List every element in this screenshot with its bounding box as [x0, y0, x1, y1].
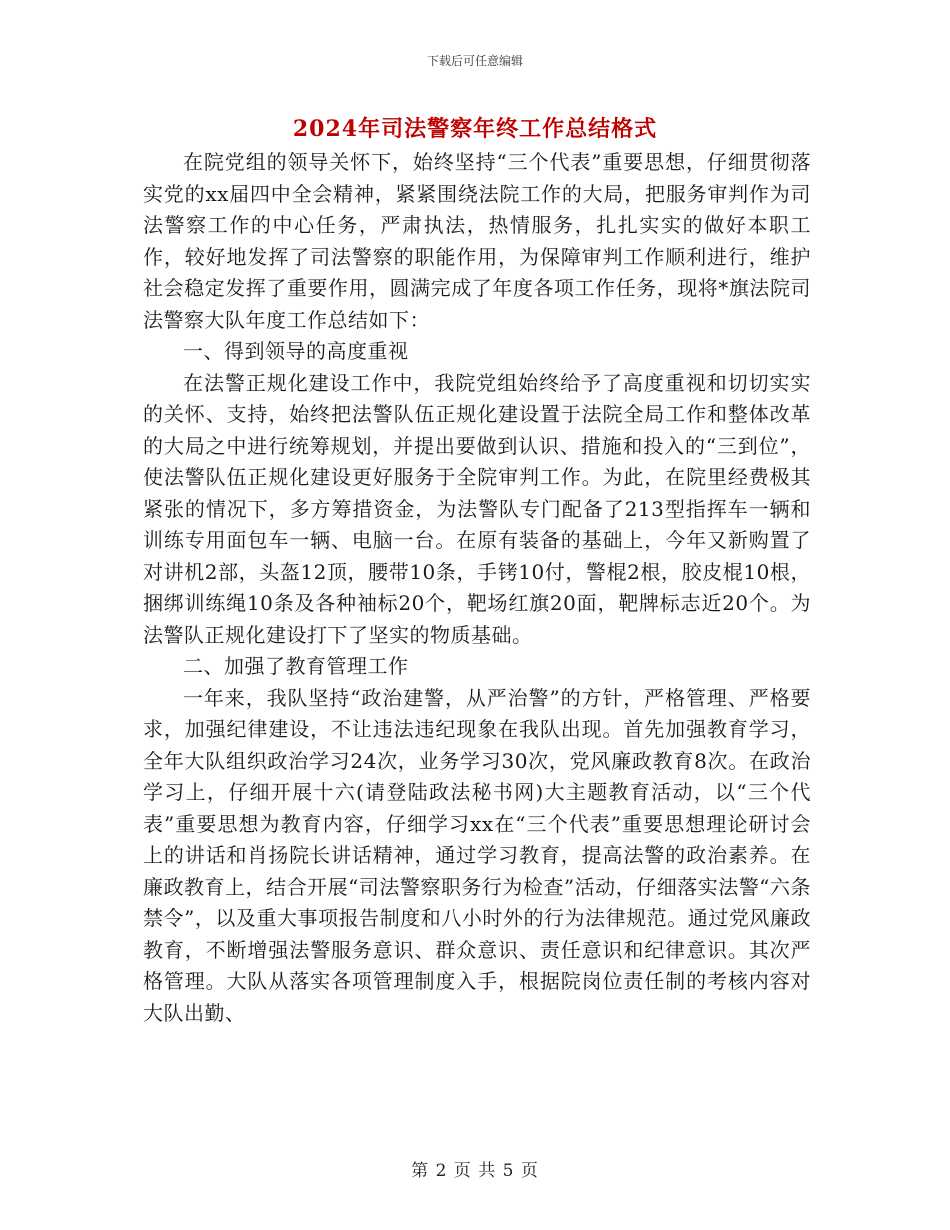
section-heading-2: 二、加强了教育管理工作	[183, 654, 409, 678]
paragraph-section-1: 在法警正规化建设工作中，我院党组始终给予了高度重视和切切实实的关怀、支持，始终把法警队伍正规化建设置于法院全局工作和整体改革的大局之中进行统筹规划，并提出要做到认识、措施和投入的“三到位”，使法警队伍正规化建设更好服务于全院审判工作。为此，在院里经费极其紧张的情况下，多方筹措资金，为法警队专门配备了213型指挥车一辆和训练专用面包车一辆、电脑一台。在原有装备的基础上，今年又新购置了对讲机2部，头盔12顶，腰带10条，手铐10付，警棍2根，胶皮棍10根，捆绑训练绳10条及各种袖标20个，靶场红旗20面，靶牌标志近20个。为法警队正规化建设打下了坚实的物质基础。	[143, 370, 811, 647]
paragraph-section-2: 一年来，我队坚持“政治建警，从严治警”的方针，严格管理、严格要求，加强纪律建设，不让违法违纪现象在我队出现。首先加强教育学习，全年大队组织政治学习24次，业务学习30次，党风廉政教育8次。在政治学习上，仔细开展十六(请登陆政法秘书网)大主题教育活动，以“三个代表”重要思想为教育内容，仔细学习xx在“三个代表”重要思想理论研讨会上的讲话和肖扬院长讲话精神，通过学习教育，提高法警的政治素养。在廉政教育上，结合开展“司法警察职务行为检查”活动，仔细落实法警“六条禁令”，以及重大事项报告制度和八小时外的行为法律规范。通过党风廉政教育，不断增强法警服务意识、群众意识、责任意识和纪律意识。其次严格管理。大队从落实各项管理制度入手，根据院岗位责任制的考核内容对大队出勤、	[143, 685, 811, 1025]
header-note: 下载后可任意编辑	[426, 54, 523, 68]
page-number-footer: 第 2 页 共 5 页	[411, 1161, 539, 1181]
section-heading-1: 一、得到领导的高度重视	[183, 339, 409, 363]
paragraph-intro: 在院党组的领导关怀下，始终坚持“三个代表”重要思想，仔细贯彻落实党的xx届四中全会精神，紧紧围绕法院工作的大局，把服务审判作为司法警察工作的中心任务，严肃执法，热情服务，扎扎实实的做好本职工作，较好地发挥了司法警察的职能作用，为保障审判工作顺利进行，维护社会稳定发挥了重要作用，圆满完成了年度各项工作任务，现将*旗法院司法警察大队年度工作总结如下：	[143, 150, 811, 332]
document-title: 2024年司法警察年终工作总结格式	[292, 116, 658, 142]
document-body	[143, 147, 811, 1029]
